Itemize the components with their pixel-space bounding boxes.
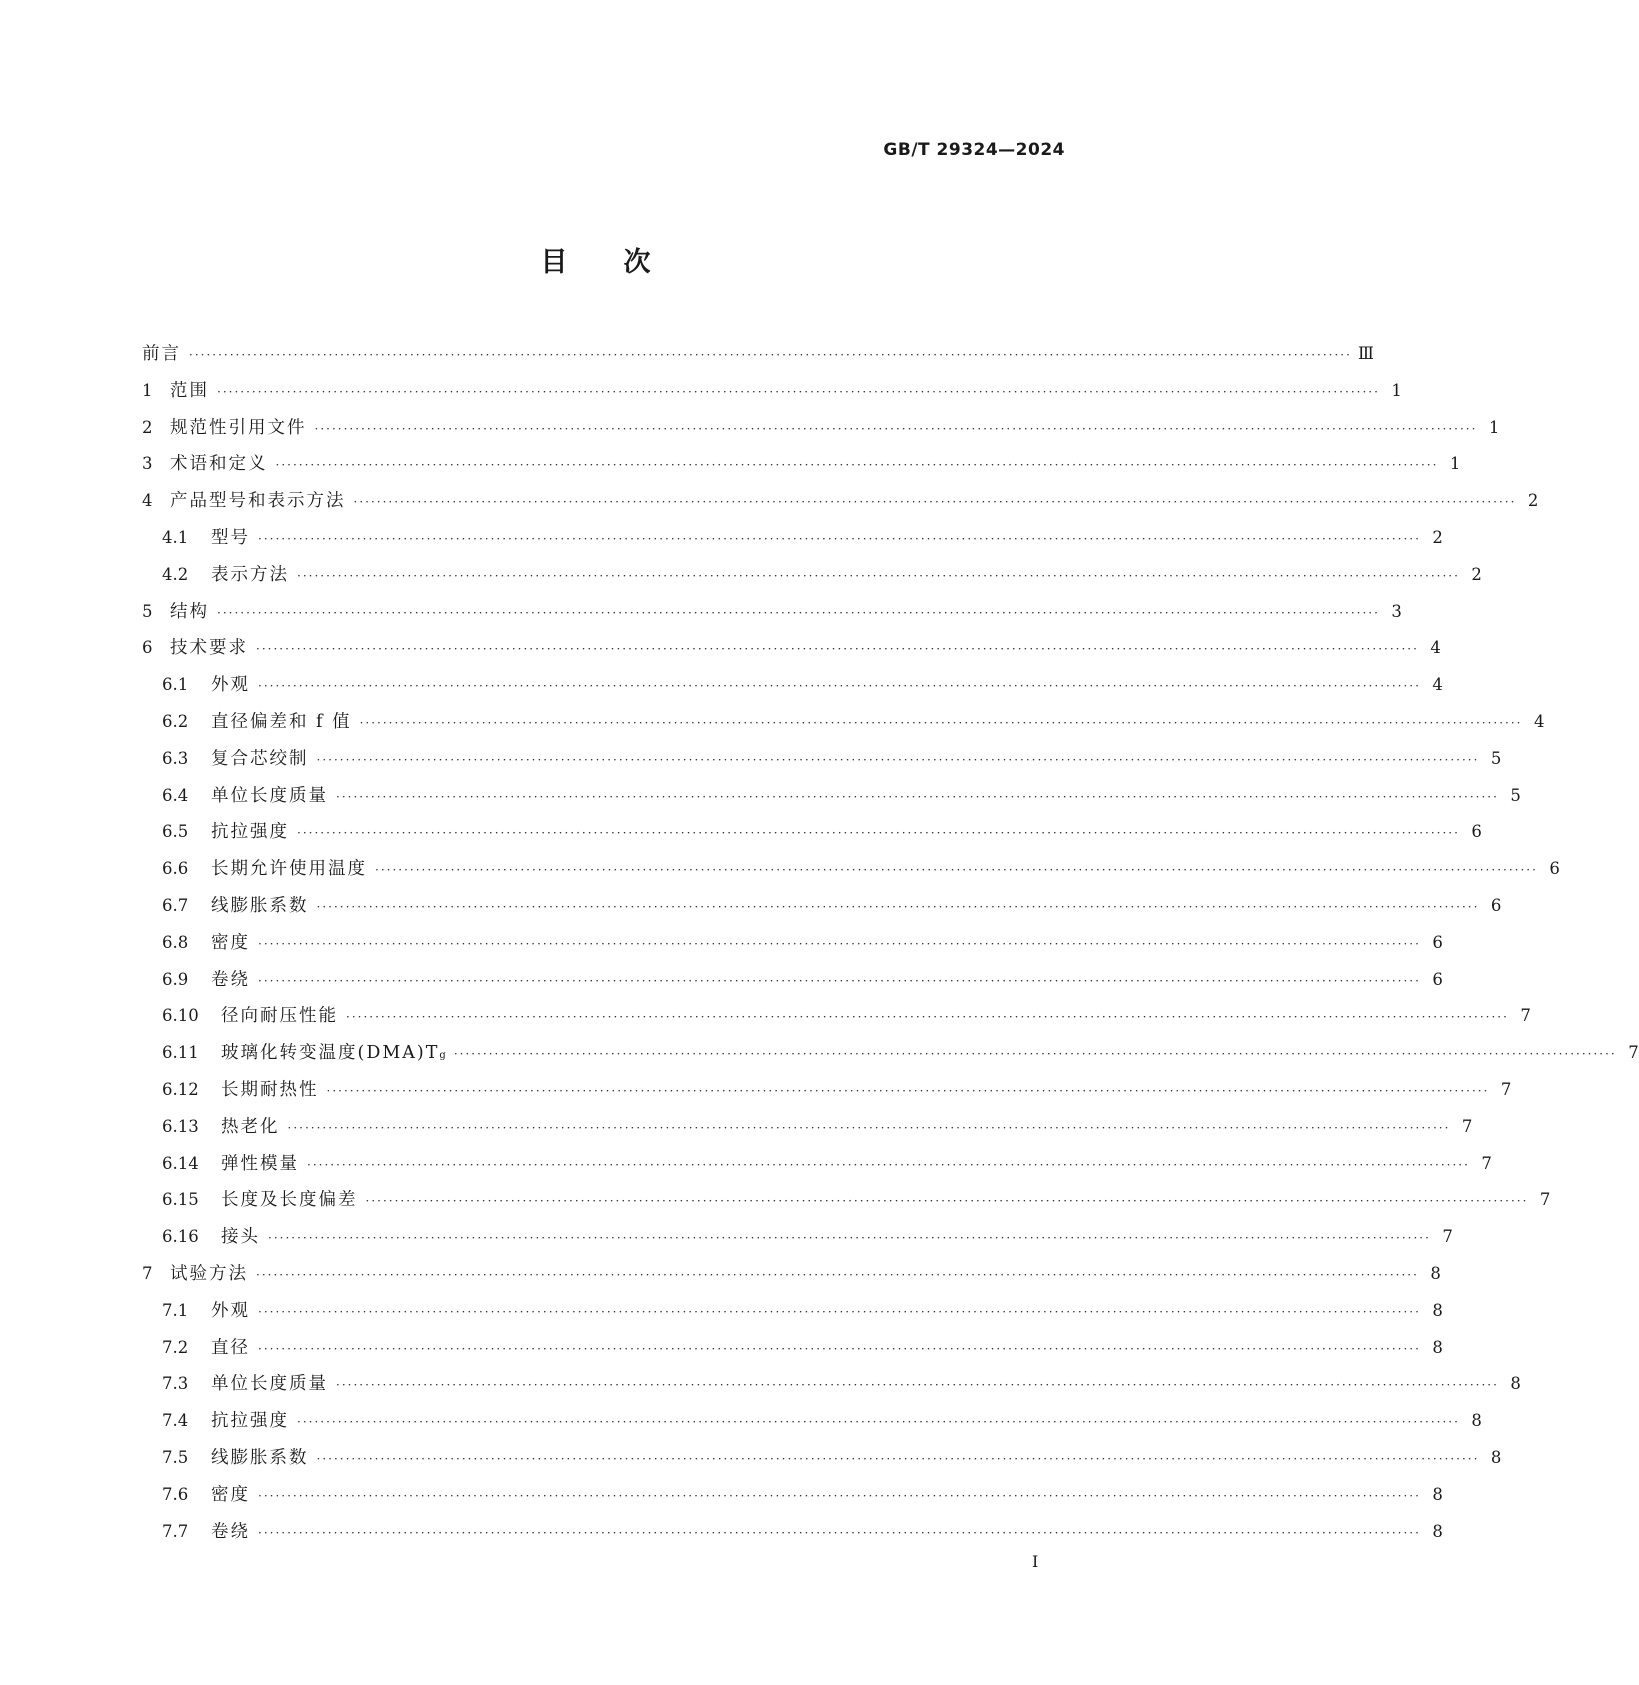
toc-entry-number: 6.4 bbox=[162, 785, 189, 805]
toc-entry-title: 长期耐热性 bbox=[221, 1079, 319, 1100]
toc-dot-leader: ········································································································································································································ bbox=[258, 936, 1421, 951]
toc-entry[interactable] bbox=[142, 414, 1500, 451]
toc-dot-leader: ········································································································································································································ bbox=[256, 1267, 1419, 1282]
toc-entry-number: 7.3 bbox=[162, 1374, 189, 1394]
toc-dot-leader: ········································································································································································································ bbox=[256, 642, 1419, 657]
toc-entry[interactable] bbox=[142, 598, 1402, 635]
toc-dot-leader: ········································································································································································································ bbox=[258, 679, 1421, 694]
toc-entry-title: 产品型号和表示方法 bbox=[170, 491, 346, 512]
page-number-footer: I bbox=[1032, 1552, 1039, 1571]
toc-entry-title: 抗拉强度 bbox=[211, 822, 289, 843]
toc-entry[interactable] bbox=[142, 377, 1402, 414]
toc-entry-title: 结构 bbox=[170, 601, 209, 622]
toc-entry-number: 6.14 bbox=[162, 1153, 199, 1173]
toc-entry-page: 6 bbox=[1432, 969, 1443, 989]
toc-entry-page: 8 bbox=[1432, 1300, 1443, 1320]
toc-entry-number: 7.7 bbox=[162, 1521, 189, 1541]
toc-entry-title: 术语和定义 bbox=[170, 454, 268, 475]
toc-entry-page: 7 bbox=[1500, 1079, 1512, 1099]
toc-entry[interactable] bbox=[142, 855, 1560, 892]
toc-entry-title: 卷绕 bbox=[211, 1521, 250, 1542]
toc-entry-page: 5 bbox=[1490, 748, 1502, 768]
toc-dot-leader: ········································································································································································································ bbox=[217, 384, 1380, 399]
toc-entry-title: 外观 bbox=[211, 1300, 250, 1321]
toc-dot-leader: ········································································································································································································ bbox=[217, 605, 1380, 620]
toc-entry-title: 试验方法 bbox=[170, 1263, 248, 1284]
toc-entry-page: 7 bbox=[1461, 1116, 1473, 1136]
toc-entry-title: 外观 bbox=[211, 675, 250, 696]
toc-entry-title: 单位长度质量 bbox=[211, 785, 328, 806]
toc-entry-page: 2 bbox=[1527, 491, 1539, 511]
toc-entry[interactable] bbox=[142, 929, 1443, 966]
toc-entry-title: 弹性模量 bbox=[221, 1153, 299, 1174]
toc-dot-leader: ········································································································································································································ bbox=[258, 1304, 1421, 1319]
toc-entry[interactable] bbox=[142, 1407, 1482, 1444]
toc-entry-number: 7.5 bbox=[162, 1447, 189, 1467]
toc-entry-page: 6 bbox=[1432, 932, 1443, 952]
toc-entry-page: 7 bbox=[1520, 1006, 1531, 1026]
toc-dot-leader: ········································································································································································································ bbox=[336, 789, 1499, 804]
toc-dot-leader: ········································································································································································································ bbox=[189, 348, 1352, 362]
toc-entry-page: Ⅲ bbox=[1357, 344, 1374, 363]
toc-entry-page: 1 bbox=[1488, 417, 1500, 437]
toc-entry-number: 2 bbox=[142, 417, 153, 437]
toc-entry-number: 6.11 bbox=[162, 1043, 199, 1063]
toc-entry-title: 型号 bbox=[211, 527, 250, 548]
toc-entry-number: 6.2 bbox=[162, 711, 189, 731]
toc-entry-page: 8 bbox=[1471, 1411, 1482, 1431]
toc-entry-title: 线膨胀系数 bbox=[211, 1447, 309, 1468]
toc-entry-page: 5 bbox=[1510, 785, 1521, 805]
toc-entry-page: 6 bbox=[1490, 895, 1502, 915]
toc-entry-title: 径向耐压性能 bbox=[221, 1006, 338, 1027]
toc-entry-title: 技术要求 bbox=[170, 638, 248, 659]
toc-entry[interactable] bbox=[142, 1334, 1443, 1371]
toc-entry[interactable] bbox=[142, 1039, 1639, 1076]
toc-entry-title: 范围 bbox=[170, 380, 209, 401]
toc-entry-page: 7 bbox=[1539, 1190, 1551, 1210]
toc-entry-title: 热老化 bbox=[221, 1116, 280, 1137]
toc-entry-page: 4 bbox=[1534, 711, 1545, 731]
toc-entry-number: 6 bbox=[142, 638, 153, 658]
toc-entry[interactable] bbox=[142, 745, 1502, 782]
toc-entry-number: 7 bbox=[142, 1263, 153, 1283]
toc-entry-page: 8 bbox=[1432, 1521, 1443, 1541]
toc-entry-number: 6.8 bbox=[162, 932, 189, 952]
toc-entry-page: 8 bbox=[1432, 1484, 1443, 1504]
toc-entry-number: 6.15 bbox=[162, 1190, 199, 1210]
toc-entry[interactable] bbox=[142, 1150, 1492, 1187]
toc-entry-title: 线膨胀系数 bbox=[211, 895, 309, 916]
toc-entry[interactable] bbox=[142, 1481, 1443, 1518]
toc-entry-number: 6.16 bbox=[162, 1227, 199, 1247]
toc-entry-title: 长度及长度偏差 bbox=[221, 1190, 358, 1211]
toc-dot-leader: ········································································································································································································ bbox=[258, 1525, 1421, 1540]
toc-entry-title: 长期允许使用温度 bbox=[211, 859, 367, 880]
toc-entry[interactable] bbox=[142, 966, 1443, 1003]
toc-dot-leader: ········································································································································································································ bbox=[346, 1010, 1509, 1025]
toc-entry-page: 8 bbox=[1430, 1263, 1441, 1283]
page-title: 目次 bbox=[540, 247, 707, 278]
toc-entry-title: 密度 bbox=[211, 1484, 250, 1505]
toc-entry-page: 7 bbox=[1628, 1043, 1639, 1063]
toc-entry[interactable] bbox=[142, 1223, 1453, 1260]
toc-entry-title: 直径偏差和 f 值 bbox=[211, 711, 352, 732]
toc-entry[interactable] bbox=[142, 708, 1545, 745]
toc-dot-leader: ········································································································································································································ bbox=[275, 458, 1439, 473]
toc-entry[interactable] bbox=[142, 1113, 1473, 1150]
toc-dot-leader: ········································································································································································································ bbox=[316, 899, 1480, 914]
toc-entry-number: 1 bbox=[142, 380, 153, 400]
toc-dot-leader: ········································································································································································································ bbox=[453, 1047, 1617, 1062]
table-of-contents bbox=[142, 340, 1639, 1554]
toc-entry[interactable] bbox=[142, 1370, 1521, 1407]
toc-entry-page: 6 bbox=[1471, 822, 1482, 842]
toc-entry-number: 6.1 bbox=[162, 675, 189, 695]
toc-entry-title: 卷绕 bbox=[211, 969, 250, 990]
toc-entry-title: 玻璃化转变温度(DMA)T bbox=[221, 1043, 440, 1064]
toc-entry-title: 单位长度质量 bbox=[211, 1374, 328, 1395]
toc-entry-number: 4 bbox=[142, 491, 153, 511]
toc-dot-leader: ········································································································································································································ bbox=[258, 973, 1421, 988]
toc-entry-page: 6 bbox=[1549, 859, 1560, 879]
toc-entry[interactable] bbox=[142, 561, 1482, 598]
toc-dot-leader: ········································································································································································································ bbox=[258, 1341, 1421, 1356]
toc-dot-leader: ········································································································································································································ bbox=[258, 1488, 1421, 1503]
toc-entry-page: 4 bbox=[1430, 638, 1441, 658]
toc-entry[interactable] bbox=[142, 1002, 1531, 1039]
toc-entry-page: 8 bbox=[1432, 1337, 1443, 1357]
toc-entry-page: 2 bbox=[1471, 564, 1482, 584]
toc-entry[interactable] bbox=[142, 1444, 1502, 1481]
toc-entry-page: 1 bbox=[1449, 454, 1461, 474]
toc-entry[interactable] bbox=[142, 1518, 1443, 1555]
toc-entry[interactable] bbox=[142, 1260, 1441, 1297]
toc-dot-leader: ········································································································································································································ bbox=[316, 1451, 1480, 1466]
toc-dot-leader: ········································································································································································································ bbox=[375, 863, 1538, 878]
toc-entry-number: 4.1 bbox=[162, 527, 189, 547]
toc-entry[interactable] bbox=[142, 487, 1539, 524]
toc-entry-title: 直径 bbox=[211, 1337, 250, 1358]
toc-entry-page: 7 bbox=[1442, 1227, 1453, 1247]
toc-entry-number: 7.2 bbox=[162, 1337, 189, 1357]
toc-entry-page: 8 bbox=[1490, 1447, 1502, 1467]
toc-dot-leader: ········································································································································································································ bbox=[353, 495, 1517, 510]
toc-dot-leader: ········································································································································································································ bbox=[314, 421, 1478, 436]
toc-entry-title: 规范性引用文件 bbox=[170, 417, 307, 438]
toc-entry-number: 6.5 bbox=[162, 822, 189, 842]
toc-entry[interactable] bbox=[142, 450, 1461, 487]
toc-dot-leader: ········································································································································································································ bbox=[365, 1194, 1529, 1209]
toc-entry-title: 复合芯绞制 bbox=[211, 748, 309, 769]
toc-entry-page: 3 bbox=[1391, 601, 1402, 621]
toc-entry-number: 6.7 bbox=[162, 895, 189, 915]
toc-entry-number: 6.9 bbox=[162, 969, 189, 989]
toc-entry[interactable] bbox=[142, 634, 1441, 671]
document-number: GB/T 29324—2024 bbox=[883, 140, 1065, 160]
toc-entry-number: 7.4 bbox=[162, 1411, 189, 1431]
toc-entry[interactable] bbox=[142, 1076, 1512, 1113]
toc-entry[interactable] bbox=[142, 524, 1443, 561]
toc-entry-subscript: g bbox=[439, 1050, 446, 1062]
toc-entry-page: 8 bbox=[1510, 1374, 1521, 1394]
toc-entry-number: 7.1 bbox=[162, 1300, 189, 1320]
toc-entry-title: 抗拉强度 bbox=[211, 1411, 289, 1432]
toc-entry-number: 3 bbox=[142, 454, 153, 474]
toc-dot-leader: ········································································································································································································ bbox=[258, 531, 1421, 546]
toc-entry-number: 5 bbox=[142, 601, 153, 621]
toc-dot-leader: ········································································································································································································ bbox=[297, 1415, 1460, 1430]
toc-entry-number: 7.6 bbox=[162, 1484, 189, 1504]
toc-dot-leader: ········································································································································································································ bbox=[326, 1083, 1490, 1098]
toc-dot-leader: ········································································································································································································ bbox=[268, 1231, 1431, 1246]
toc-dot-leader: ········································································································································································································ bbox=[316, 752, 1480, 767]
toc-entry-page: 7 bbox=[1481, 1153, 1492, 1173]
toc-entry-title: 接头 bbox=[221, 1227, 260, 1248]
toc-entry-number: 4.2 bbox=[162, 564, 189, 584]
toc-entry[interactable] bbox=[142, 782, 1521, 819]
toc-entry[interactable] bbox=[142, 1186, 1551, 1223]
toc-entry[interactable] bbox=[142, 1297, 1443, 1334]
toc-entry[interactable] bbox=[142, 340, 1374, 377]
toc-entry[interactable] bbox=[142, 671, 1443, 708]
toc-entry-number: 6.6 bbox=[162, 859, 189, 879]
toc-entry-title: 前言 bbox=[142, 344, 181, 364]
toc-dot-leader: ········································································································································································································ bbox=[297, 568, 1460, 583]
toc-entry-title: 表示方法 bbox=[211, 564, 289, 585]
toc-entry[interactable] bbox=[142, 818, 1482, 855]
toc-dot-leader: ········································································································································································································ bbox=[359, 715, 1523, 730]
toc-entry-page: 2 bbox=[1432, 527, 1443, 547]
toc-dot-leader: ········································································································································································································ bbox=[287, 1120, 1451, 1135]
toc-entry-title: 密度 bbox=[211, 932, 250, 953]
toc-entry-number: 6.12 bbox=[162, 1079, 199, 1099]
toc-entry-number: 6.3 bbox=[162, 748, 189, 768]
toc-dot-leader: ········································································································································································································ bbox=[307, 1157, 1470, 1172]
toc-entry-number: 6.10 bbox=[162, 1006, 199, 1026]
toc-entry[interactable] bbox=[142, 892, 1502, 929]
toc-entry-page: 1 bbox=[1391, 380, 1402, 400]
toc-dot-leader: ········································································································································································································ bbox=[297, 826, 1460, 841]
toc-dot-leader: ········································································································································································································ bbox=[336, 1378, 1499, 1393]
toc-entry-number: 6.13 bbox=[162, 1116, 199, 1136]
toc-entry-page: 4 bbox=[1432, 675, 1443, 695]
